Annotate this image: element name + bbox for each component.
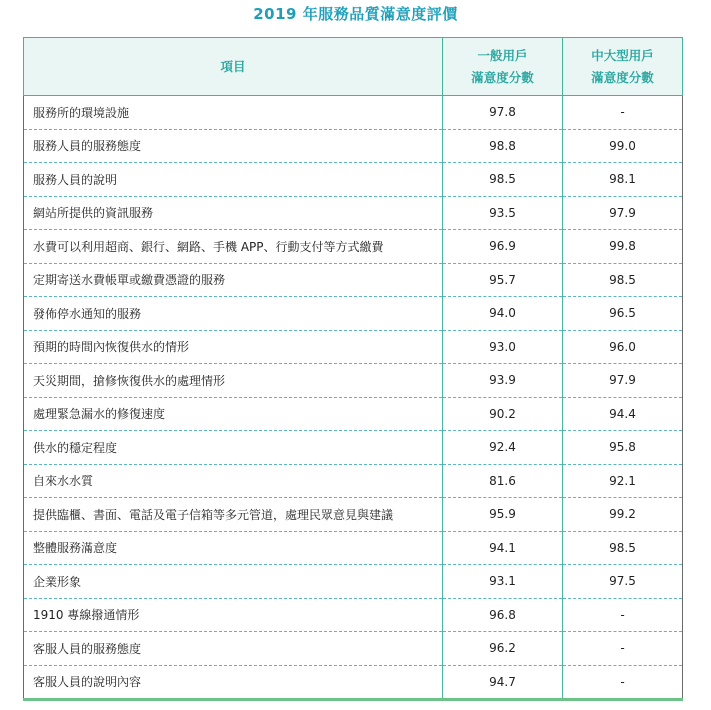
row-general-score: 93.5	[443, 196, 563, 230]
table-row	[24, 397, 683, 431]
table-row	[24, 498, 683, 532]
header-general-line1: 一般用戶	[477, 47, 528, 63]
table-row	[24, 330, 683, 364]
header-row	[24, 38, 683, 96]
row-general-score: 81.6	[443, 464, 563, 498]
row-item: 自來水水質	[24, 464, 443, 498]
row-large-score: 99.8	[563, 230, 683, 264]
header-large-line2: 滿意度分數	[591, 69, 654, 85]
row-general-score: 97.8	[443, 96, 563, 130]
header-general	[443, 38, 563, 96]
table-row	[24, 665, 683, 700]
row-large-score: 97.9	[563, 196, 683, 230]
row-item: 整體服務滿意度	[24, 531, 443, 565]
table-row	[24, 96, 683, 130]
row-item: 企業形象	[24, 565, 443, 599]
row-general-score: 92.4	[443, 431, 563, 465]
row-item: 水費可以利用超商、銀行、網路、手機 APP、行動支付等方式繳費	[24, 230, 443, 264]
row-item: 1910 專線撥通情形	[24, 598, 443, 632]
row-large-score: 95.8	[563, 431, 683, 465]
row-large-score: 96.5	[563, 297, 683, 331]
row-item: 客服人員的說明內容	[24, 665, 443, 700]
row-large-score: 97.9	[563, 364, 683, 398]
row-general-score: 98.5	[443, 163, 563, 197]
table-row	[24, 297, 683, 331]
row-general-score: 93.1	[443, 565, 563, 599]
row-item: 發佈停水通知的服務	[24, 297, 443, 331]
row-item: 供水的穩定程度	[24, 431, 443, 465]
row-general-score: 93.0	[443, 330, 563, 364]
table-row	[24, 263, 683, 297]
row-item: 定期寄送水費帳單或繳費憑證的服務	[24, 263, 443, 297]
row-general-score: 94.0	[443, 297, 563, 331]
row-large-score: 98.1	[563, 163, 683, 197]
header-large-line1: 中大型用戶	[591, 47, 654, 63]
table-row	[24, 464, 683, 498]
row-large-score: -	[563, 96, 683, 130]
row-item: 提供臨櫃、書面、電話及電子信箱等多元管道，處理民眾意見與建議	[24, 498, 443, 532]
row-large-score: -	[563, 598, 683, 632]
row-item: 服務人員的說明	[24, 163, 443, 197]
row-general-score: 94.7	[443, 665, 563, 700]
row-large-score: 96.0	[563, 330, 683, 364]
table-row	[24, 230, 683, 264]
row-general-score: 96.8	[443, 598, 563, 632]
header-general-line2: 滿意度分數	[471, 69, 534, 85]
row-large-score: 94.4	[563, 397, 683, 431]
table-row	[24, 632, 683, 666]
table-row	[24, 598, 683, 632]
header-item: 項目	[24, 38, 443, 96]
row-item: 預期的時間內恢復供水的情形	[24, 330, 443, 364]
table-title: 2019 年服務品質滿意度評價	[253, 5, 458, 23]
row-large-score: -	[563, 632, 683, 666]
row-general-score: 90.2	[443, 397, 563, 431]
row-item: 服務所的環境設施	[24, 96, 443, 130]
row-large-score: 97.5	[563, 565, 683, 599]
table-row	[24, 431, 683, 465]
row-large-score: 92.1	[563, 464, 683, 498]
table-row	[24, 565, 683, 599]
table-row	[24, 196, 683, 230]
row-general-score: 96.2	[443, 632, 563, 666]
row-large-score: 99.2	[563, 498, 683, 532]
row-item: 服務人員的服務態度	[24, 129, 443, 163]
row-item: 天災期間，搶修恢復供水的處理情形	[24, 364, 443, 398]
row-item: 處理緊急漏水的修復速度	[24, 397, 443, 431]
row-general-score: 96.9	[443, 230, 563, 264]
row-item: 客服人員的服務態度	[24, 632, 443, 666]
row-general-score: 93.9	[443, 364, 563, 398]
table-row	[24, 163, 683, 197]
row-large-score: 99.0	[563, 129, 683, 163]
satisfaction-table	[23, 37, 683, 701]
header-large	[563, 38, 683, 96]
row-large-score: 98.5	[563, 263, 683, 297]
row-item: 網站所提供的資訊服務	[24, 196, 443, 230]
row-general-score: 95.9	[443, 498, 563, 532]
row-general-score: 95.7	[443, 263, 563, 297]
table-row	[24, 531, 683, 565]
table-row	[24, 364, 683, 398]
row-general-score: 98.8	[443, 129, 563, 163]
row-general-score: 94.1	[443, 531, 563, 565]
row-large-score: 98.5	[563, 531, 683, 565]
row-large-score: -	[563, 665, 683, 700]
table-row	[24, 129, 683, 163]
